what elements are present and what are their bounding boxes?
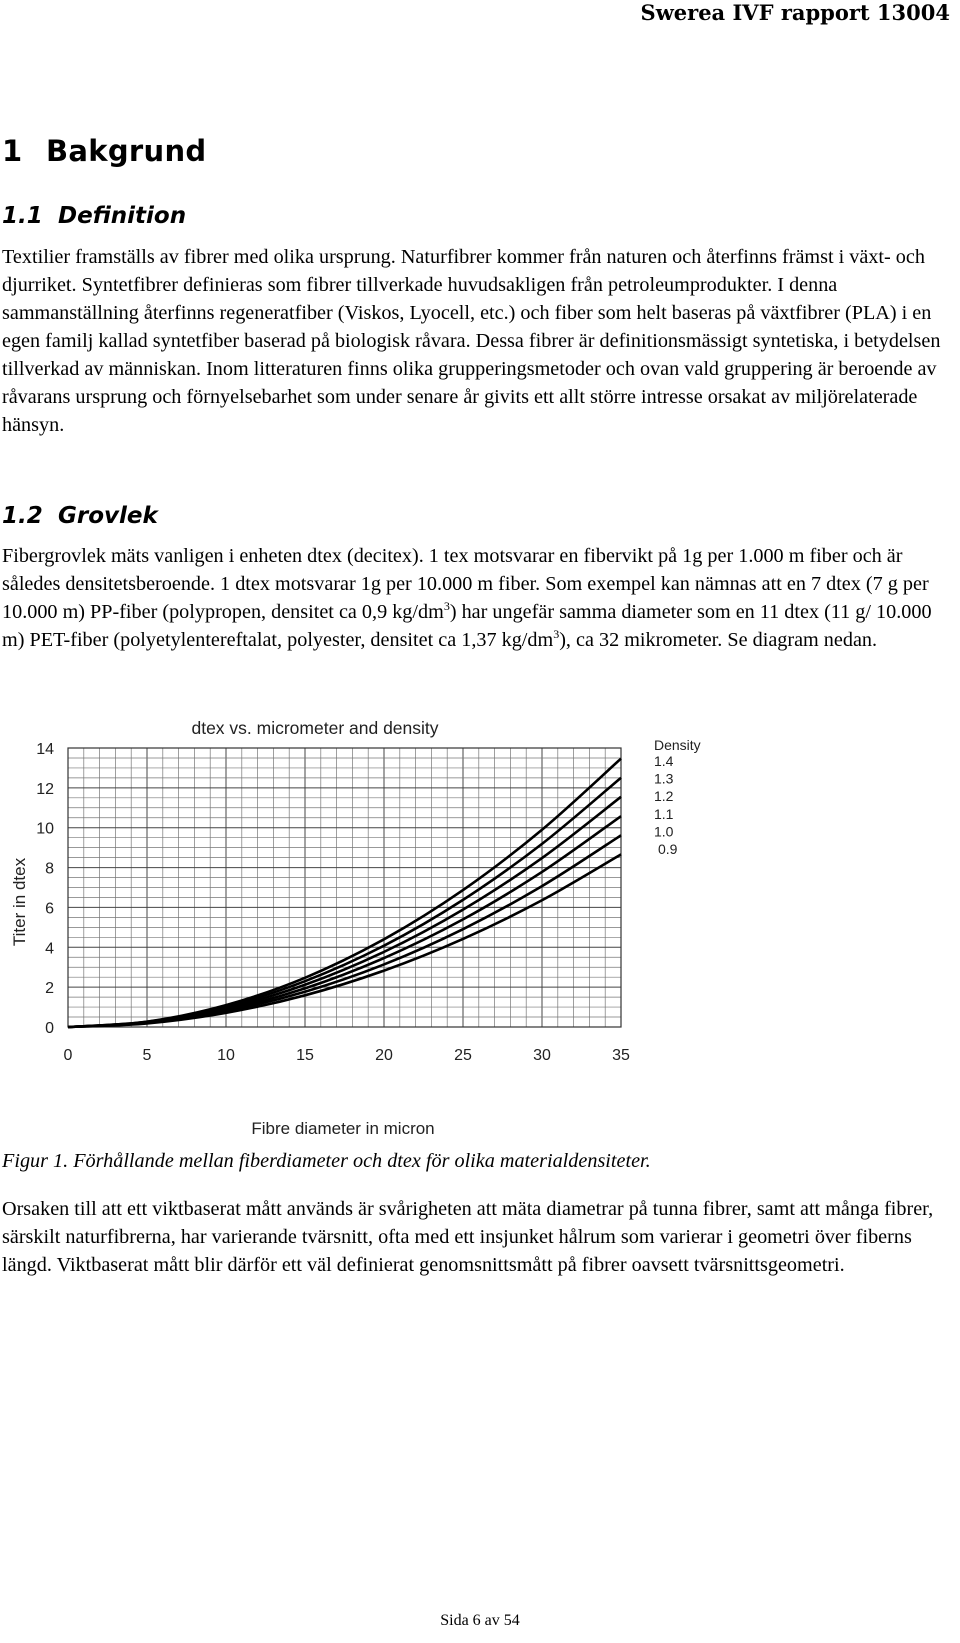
section-number: 1 — [2, 134, 23, 168]
superscript: 3 — [553, 627, 560, 641]
legend-entry: 0.9 — [658, 841, 678, 857]
subsection-heading-definition — [2, 203, 186, 229]
x-tick-label: 20 — [375, 1047, 393, 1064]
legend-entry: 1.3 — [654, 770, 674, 787]
legend-entry: 1.2 — [654, 788, 674, 805]
x-tick-label: 10 — [217, 1047, 235, 1064]
x-tick-label: 5 — [142, 1047, 152, 1064]
y-tick-label: 2 — [45, 980, 54, 998]
y-tick-label: 0 — [45, 1020, 54, 1037]
figure-caption: Figur 1. Förhållande mellan fiberdiameter och dtex för olika materialdensiteter. — [2, 1150, 651, 1172]
y-tick-label: 12 — [36, 780, 54, 798]
subsection-number: 1.2 — [2, 503, 43, 529]
y-tick-label: 14 — [36, 741, 54, 758]
x-tick-label: 15 — [296, 1047, 314, 1064]
chart-legend — [654, 753, 678, 857]
x-tick-label: 30 — [533, 1047, 551, 1064]
legend-entry: 1.1 — [654, 805, 674, 822]
grovlek-text-1: Fibergrovlek mäts vanligen i enheten dtex (decitex). 1 tex motsvarar en fibervikt på 1g per 1.000 m fiber och är således densitetsberoende. 1 dtex motsvarar 1g per 10.000 m fiber. Som exempel kan nämnas att en 7 dtex (7 g per 10.000 m) PP-fiber (polypropen, densitet ca 0,9 kg/dm — [2, 545, 929, 623]
report-header: Swerea IVF rapport 13004 — [640, 0, 950, 25]
series-line-density-1.0 — [68, 835, 621, 1027]
subsection-title: Grovlek — [58, 503, 158, 529]
x-tick-label: 0 — [63, 1047, 73, 1064]
section-title: Bakgrund — [46, 134, 207, 168]
y-tick-label: 10 — [36, 820, 54, 838]
page-number: Sida 6 av 54 — [440, 1612, 520, 1629]
y-tick-label: 6 — [45, 900, 54, 918]
y-axis-label: Titer in dtex — [10, 857, 29, 947]
series-line-density-0.9 — [68, 854, 621, 1027]
section-heading-1 — [2, 134, 206, 168]
y-tick-labels — [36, 741, 54, 1037]
definition-paragraph: Textilier framställs av fibrer med olika ursprung. Naturfibrer kommer från naturen och återfinns främst i växt- och djurriket. Syntetfibrer definieras som fibrer tillverkade huvudsakligen från petroleumprodukter. I denna sammanställning återfinns regeneratfiber (Viskos, Lyocell, etc.) och fiber som helt baseras på växtfibrer (PLA) i en egen familj kallad syntetfiber baserad på biologisk råvara. Dessa fibrer är definitionsmässigt syntetiska, i betydelsen tillverkad av människan. Inom litteraturen finns olika grupperingsmetoder och ovan vald gruppering är beroende av råvarans ursprung och förnyelsebarhet som under senare år givits ett allt större intresse orsakat av miljörelaterade hänsyn. — [2, 246, 941, 436]
x-tick-label: 35 — [612, 1047, 630, 1064]
grovlek-paragraph — [2, 542, 957, 654]
subsection-heading-grovlek — [2, 503, 158, 529]
y-tick-label: 4 — [45, 940, 54, 958]
dtex-density-chart — [0, 700, 760, 1140]
chart-title: dtex vs. micrometer and density — [191, 718, 439, 738]
superscript: 3 — [443, 599, 450, 613]
legend-entry: 1.4 — [654, 753, 674, 769]
grovlek-text-2: ) har ungefär samma diameter som en 11 dtex (11 g/ 10.000 m) PET-fiber (polyetylentereftalat, polyester, densitet ca 1,37 kg/dm — [2, 601, 932, 651]
x-tick-label: 25 — [454, 1047, 472, 1064]
grovlek-text-3: ), ca 32 mikrometer. Se diagram nedan. — [559, 629, 878, 651]
closing-paragraph: Orsaken till att ett viktbaserat mått används är svårigheten att mäta diametrar på tunna fibrer, samt att många fibrer, särskilt naturfibrerna, har varierande tvärsnitt, ofta med ett insjunket hålrum som varierar i geometri över fiberns längd. Viktbaserat mått blir därför ett väl definierat genomsnittsmått på fibrer oavsett tvärsnittsgeometri. — [2, 1198, 934, 1276]
legend-title: Density — [654, 737, 701, 753]
x-tick-labels — [64, 1047, 630, 1064]
legend-entry: 1.0 — [654, 823, 674, 840]
subsection-number: 1.1 — [2, 203, 43, 229]
subsection-title: Definition — [58, 203, 187, 229]
y-tick-label: 8 — [45, 860, 54, 878]
x-axis-label: Fibre diameter in micron — [251, 1119, 435, 1138]
